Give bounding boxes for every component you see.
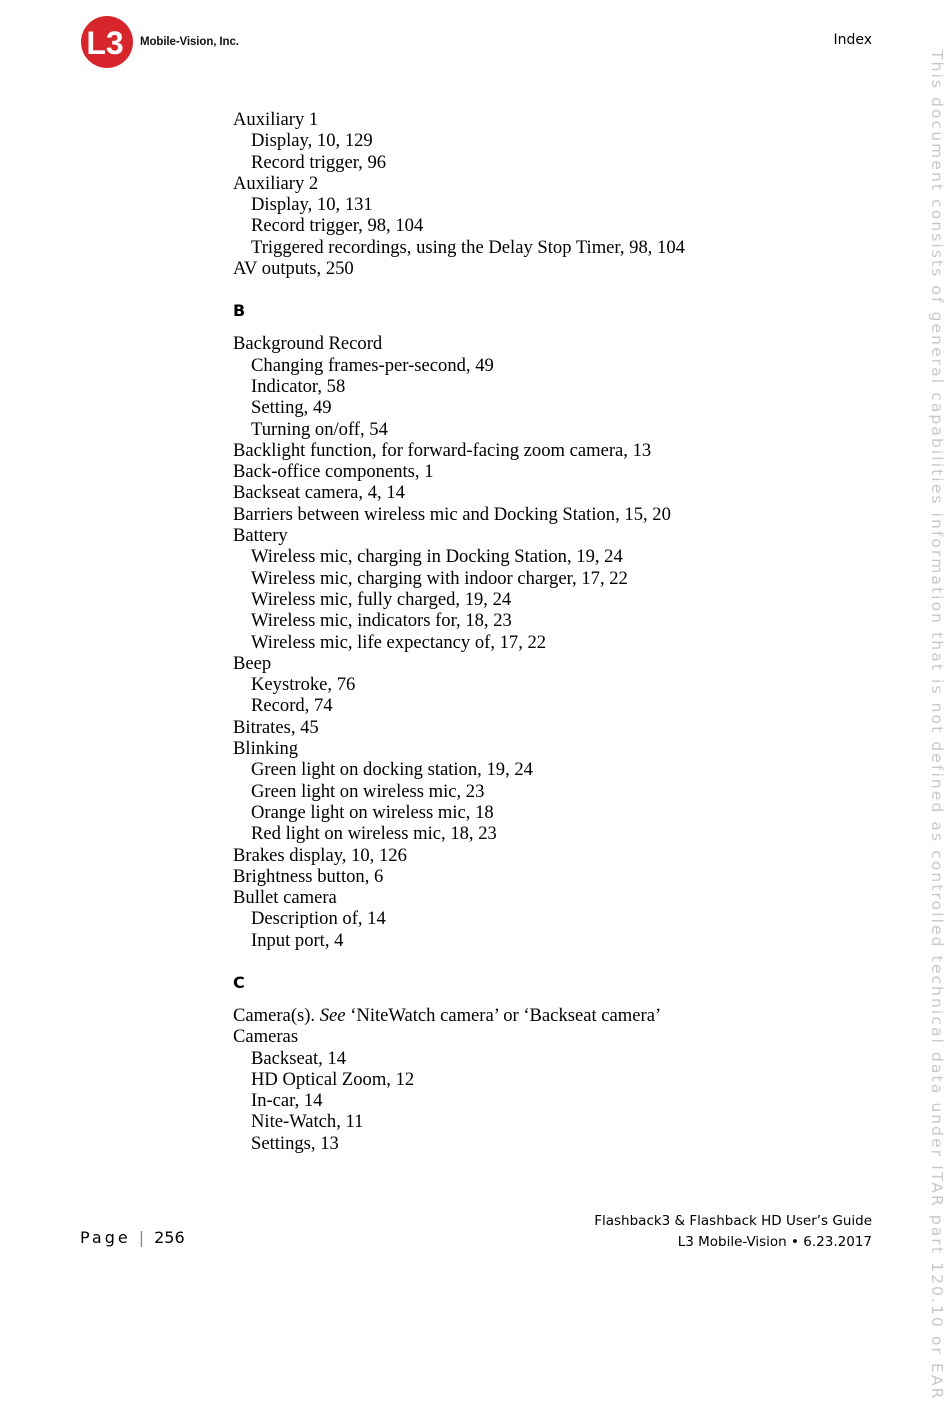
index-letter-b: B — [233, 301, 246, 321]
itar-watermark: This document consists of general capabilities information that is not defined as controlled technical data under ITAR part 120.10 or EAR — [928, 50, 946, 1401]
index-subentry: HD Optical Zoom, 12 — [251, 1068, 415, 1090]
index-entry: Auxiliary 1 — [233, 109, 319, 130]
index-subentry: Display, 10, 131 — [251, 194, 373, 216]
l3-logo-icon — [80, 16, 136, 68]
index-subentry: Triggered recordings, using the Delay Stop Timer, 98, 104 — [251, 236, 685, 258]
index-entry: Brakes display, 10, 126 — [233, 844, 407, 866]
company-logo — [80, 16, 239, 68]
index-subentry: Changing frames-per-second, 49 — [251, 354, 494, 376]
index-entry: AV outputs, 250 — [233, 258, 354, 280]
index-entry: Brightness button, 6 — [233, 865, 384, 887]
see-entry-suffix: ‘NiteWatch camera’ or ‘Backseat camera’ — [345, 1004, 662, 1026]
publisher-date: L3 Mobile-Vision • 6.23.2017 — [677, 1234, 872, 1250]
index-entry: Battery — [233, 525, 288, 547]
index-subentry: Input port, 4 — [251, 929, 344, 951]
index-group-c — [233, 1026, 893, 1154]
company-name: Mobile-Vision, Inc. — [140, 36, 239, 48]
index-entry: Blinking — [233, 738, 299, 760]
index-entry: Background Record — [233, 333, 383, 355]
index-subentry: Wireless mic, charging with indoor charger, 17, 22 — [251, 567, 628, 589]
index-subentry: Red light on wireless mic, 18, 23 — [251, 823, 497, 845]
index-subentry: Record trigger, 98, 104 — [251, 215, 424, 237]
index-subentry: Orange light on wireless mic, 18 — [251, 801, 494, 823]
index-entry: Bullet camera — [233, 887, 337, 909]
page-label: Page — [80, 1228, 131, 1247]
index-subentry: Green light on docking station, 19, 24 — [251, 759, 533, 781]
index-entry: Backseat camera, 4, 14 — [233, 482, 405, 504]
index-subentry: Settings, 13 — [251, 1132, 339, 1154]
index-subentry: Display, 10, 129 — [251, 130, 373, 152]
footer-info — [594, 1211, 872, 1253]
index-subentry: Wireless mic, indicators for, 18, 23 — [251, 610, 512, 632]
index-subentry: Backseat, 14 — [251, 1047, 347, 1069]
index-subentry: Green light on wireless mic, 23 — [251, 780, 485, 802]
index-group-b — [233, 333, 893, 951]
index-entry: Barriers between wireless mic and Docking Station, 15, 20 — [233, 503, 671, 525]
index-subentry: Description of, 14 — [251, 908, 386, 930]
index-entry: Backlight function, for forward-facing zoom camera, 13 — [233, 439, 652, 461]
index-subentry: Indicator, 58 — [251, 375, 346, 397]
svg-text:L3: L3 — [86, 25, 124, 61]
see-entry-prefix: Camera(s). — [233, 1004, 320, 1026]
page-number-block — [80, 1228, 185, 1247]
guide-title: Flashback3 & Flashback HD User’s Guide — [594, 1213, 872, 1229]
page-separator: | — [138, 1228, 145, 1247]
index-entry: Bitrates, 45 — [233, 716, 319, 738]
index-entry: Beep — [233, 652, 272, 674]
index-subentry: Record trigger, 96 — [251, 151, 387, 173]
index-subentry: Nite-Watch, 11 — [251, 1111, 364, 1133]
index-subentry: Turning on/off, 54 — [251, 418, 388, 440]
index-entry-see-reference — [233, 1005, 893, 1026]
page-number: 256 — [154, 1228, 185, 1247]
section-title: Index — [833, 32, 872, 48]
index-entry: Back-office components, 1 — [233, 461, 434, 483]
index-subentry: Wireless mic, charging in Docking Station, 19, 24 — [251, 546, 623, 568]
index-body — [233, 109, 893, 1154]
index-subentry: In-car, 14 — [251, 1090, 323, 1112]
index-subentry: Keystroke, 76 — [251, 674, 356, 696]
index-subentry: Wireless mic, fully charged, 19, 24 — [251, 588, 512, 610]
index-letter-c: C — [233, 972, 245, 992]
index-subentry: Record, 74 — [251, 695, 333, 717]
index-entry: Cameras — [233, 1026, 299, 1048]
index-subentry: Setting, 49 — [251, 397, 332, 419]
index-group-a — [233, 109, 893, 279]
index-entry: Auxiliary 2 — [233, 172, 319, 194]
see-entry-see: See — [319, 1004, 346, 1026]
index-subentry: Wireless mic, life expectancy of, 17, 22 — [251, 631, 547, 653]
